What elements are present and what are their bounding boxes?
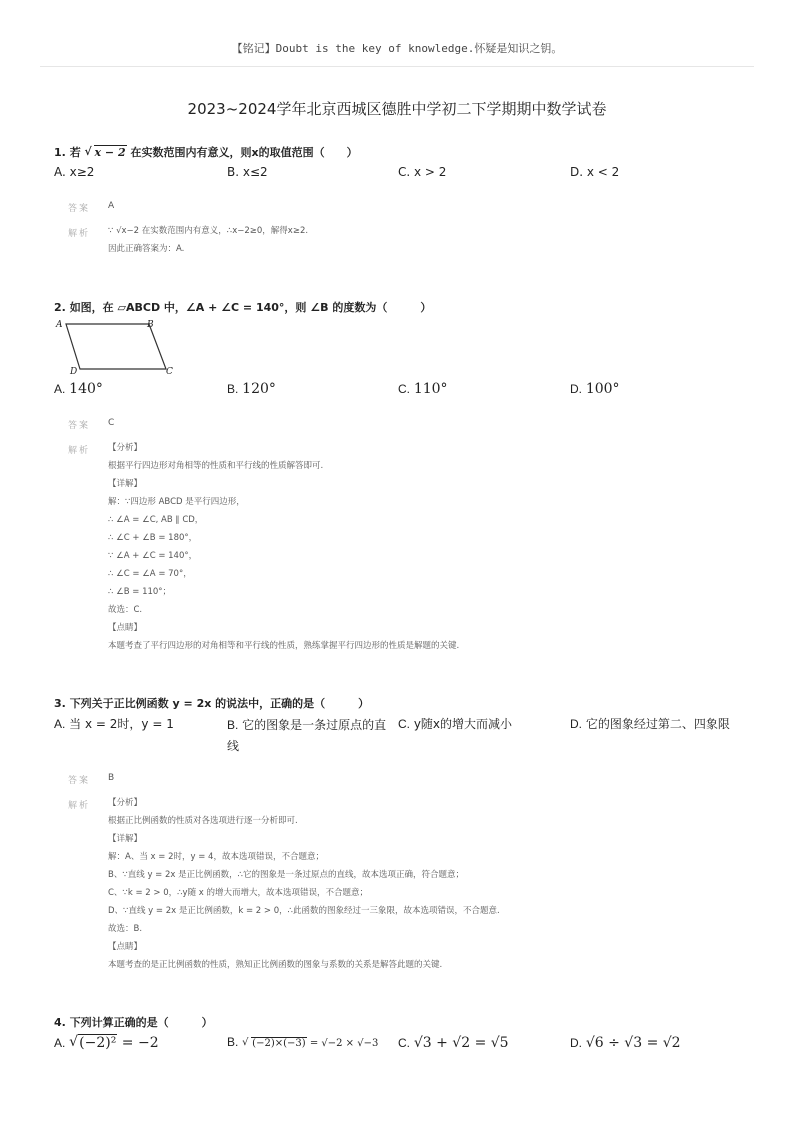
question-1-analysis bbox=[108, 222, 748, 258]
analysis-line: ∴ ∠C = ∠A = 70°， bbox=[108, 569, 192, 579]
question-2-option-c[interactable]: C. 110° bbox=[398, 381, 448, 397]
analysis-line: C、∵k = 2 > 0，∴y随 x 的增大而增大，故本选项错误，不合题意； bbox=[108, 888, 369, 898]
question-1-option-a[interactable]: A. x≥2 bbox=[54, 165, 95, 179]
analysis-line: 解：A、当 x = 2时，y = 4，故本选项错误，不合题意； bbox=[108, 852, 324, 862]
question-1-answer-label: 答案 bbox=[68, 204, 91, 214]
question-1-stem-pre: 若 bbox=[69, 146, 81, 159]
analysis-line: 【点睛】 bbox=[108, 942, 143, 952]
question-4-option-b[interactable]: B. √ (−2)×(−3) = √−2 × √−3 bbox=[227, 1035, 378, 1049]
question-3-option-b[interactable]: B. 它的图象是一条过原点的直线 bbox=[227, 718, 387, 753]
analysis-line: 【点睛】 bbox=[108, 623, 143, 633]
question-2-number: 2. bbox=[54, 301, 66, 314]
analysis-line: ∴ ∠A = ∠C, AB ∥ CD， bbox=[108, 515, 204, 525]
question-4-option-d[interactable]: D. √6 ÷ √3 = √2 bbox=[570, 1035, 681, 1051]
analysis-line: D、∵直线 y = 2x 是正比例函数，k = 2 > 0，∴此函数的图象经过一三象限，故本选项错误，不合题意. bbox=[108, 906, 500, 916]
question-1-answer: A bbox=[108, 201, 115, 211]
question-2-option-a[interactable]: A. 140° bbox=[54, 381, 103, 397]
analysis-line: B、∵直线 y = 2x 是正比例函数，∴它的图象是一条过原点的直线，故本选项正确，符合题意； bbox=[108, 870, 465, 880]
question-1-option-c[interactable]: C. x > 2 bbox=[398, 165, 447, 179]
header-motto: 【铭记】Doubt is the key of knowledge.怀疑是知识之钥。 bbox=[231, 42, 563, 55]
question-3-answer: B bbox=[108, 773, 115, 783]
question-1-stem-post: 在实数范围内有意义，则x的取值范围（ ） bbox=[130, 146, 358, 159]
question-1-stem bbox=[54, 144, 358, 160]
question-3-analysis bbox=[108, 794, 748, 974]
analysis-line: 【详解】 bbox=[108, 479, 143, 489]
analysis-line: ∴ ∠C + ∠B = 180°， bbox=[108, 533, 198, 543]
question-1-number: 1. bbox=[54, 146, 66, 159]
question-1-analysis-label: 解析 bbox=[68, 229, 91, 239]
question-4-stem-text: 下列计算正确的是（ ） bbox=[69, 1016, 213, 1029]
question-4-stem bbox=[54, 1014, 213, 1030]
question-4-number: 4. bbox=[54, 1016, 66, 1029]
question-2-option-d[interactable]: D. 100° bbox=[570, 381, 620, 397]
question-1-option-b[interactable]: B. x≤2 bbox=[227, 165, 268, 179]
analysis-line: 故选：B. bbox=[108, 924, 143, 934]
question-2-analysis-label: 解析 bbox=[68, 446, 91, 456]
question-3-option-c[interactable]: C. y随x的增大而减小 bbox=[398, 717, 513, 731]
question-4-option-a[interactable]: A. √ (−2)² = −2 bbox=[54, 1035, 159, 1051]
question-2-stem bbox=[54, 299, 431, 315]
analysis-line: ∵ ∠A + ∠C = 140°， bbox=[108, 551, 198, 561]
parallelogram-shape bbox=[66, 324, 166, 369]
analysis-line: 【分析】 bbox=[108, 798, 143, 808]
vertex-label-a: A bbox=[56, 320, 63, 330]
question-3-option-a[interactable]: A. 当 x = 2时，y = 1 bbox=[54, 717, 174, 731]
analysis-line: 【详解】 bbox=[108, 834, 143, 844]
question-1-radical: √ x − 2 bbox=[85, 146, 127, 159]
analysis-line: ∴ ∠B = 110°； bbox=[108, 587, 172, 597]
question-3-option-d[interactable]: D. 它的图象经过第二、四象限 bbox=[570, 717, 730, 731]
header-divider bbox=[40, 66, 754, 67]
analysis-line: ∵ √x−2 在实数范围内有意义，∴x−2≥0，解得x≥2. bbox=[108, 226, 309, 236]
question-2-answer-label: 答案 bbox=[68, 421, 91, 431]
question-3-stem-text: 下列关于正比例函数 y = 2x 的说法中，正确的是（ ） bbox=[69, 697, 370, 710]
vertex-label-d: D bbox=[70, 367, 78, 377]
analysis-line: 因此正确答案为：A. bbox=[108, 244, 185, 254]
analysis-line: 【分析】 bbox=[108, 443, 143, 453]
vertex-label-b: B bbox=[147, 320, 154, 330]
question-2-analysis bbox=[108, 439, 748, 655]
analysis-line: 根据平行四边形对角相等的性质和平行线的性质解答即可. bbox=[108, 461, 324, 471]
analysis-line: 解：∵四边形 ABCD 是平行四边形， bbox=[108, 497, 245, 507]
question-2-answer: C bbox=[108, 418, 115, 428]
analysis-line: 本题考查的是正比例函数的性质，熟知正比例函数的图象与系数的关系是解答此题的关键. bbox=[108, 960, 443, 970]
question-3-answer-label: 答案 bbox=[68, 776, 91, 786]
question-3-analysis-label: 解析 bbox=[68, 801, 91, 811]
question-2-option-b[interactable]: B. 120° bbox=[227, 381, 276, 397]
question-3-stem bbox=[54, 695, 369, 711]
parallelogram-figure bbox=[52, 316, 182, 378]
analysis-line: 根据正比例函数的性质对各选项进行逐一分析即可. bbox=[108, 816, 298, 826]
analysis-line: 故选：C. bbox=[108, 605, 143, 615]
analysis-line: 本题考查了平行四边形的对角相等和平行线的性质，熟练掌握平行四边形的性质是解题的关键. bbox=[108, 641, 460, 651]
question-4-option-c[interactable]: C. √3 + √2 = √5 bbox=[398, 1035, 509, 1051]
question-1-option-d[interactable]: D. x < 2 bbox=[570, 165, 620, 179]
vertex-label-c: C bbox=[166, 367, 173, 377]
page-title: 2023~2024学年北京西城区德胜中学初二下学期期中数学试卷 bbox=[187, 100, 607, 118]
question-3-number: 3. bbox=[54, 697, 66, 710]
question-2-stem-text: 如图，在 ▱ABCD 中，∠A + ∠C = 140°，则 ∠B 的度数为（ ） bbox=[69, 301, 432, 314]
